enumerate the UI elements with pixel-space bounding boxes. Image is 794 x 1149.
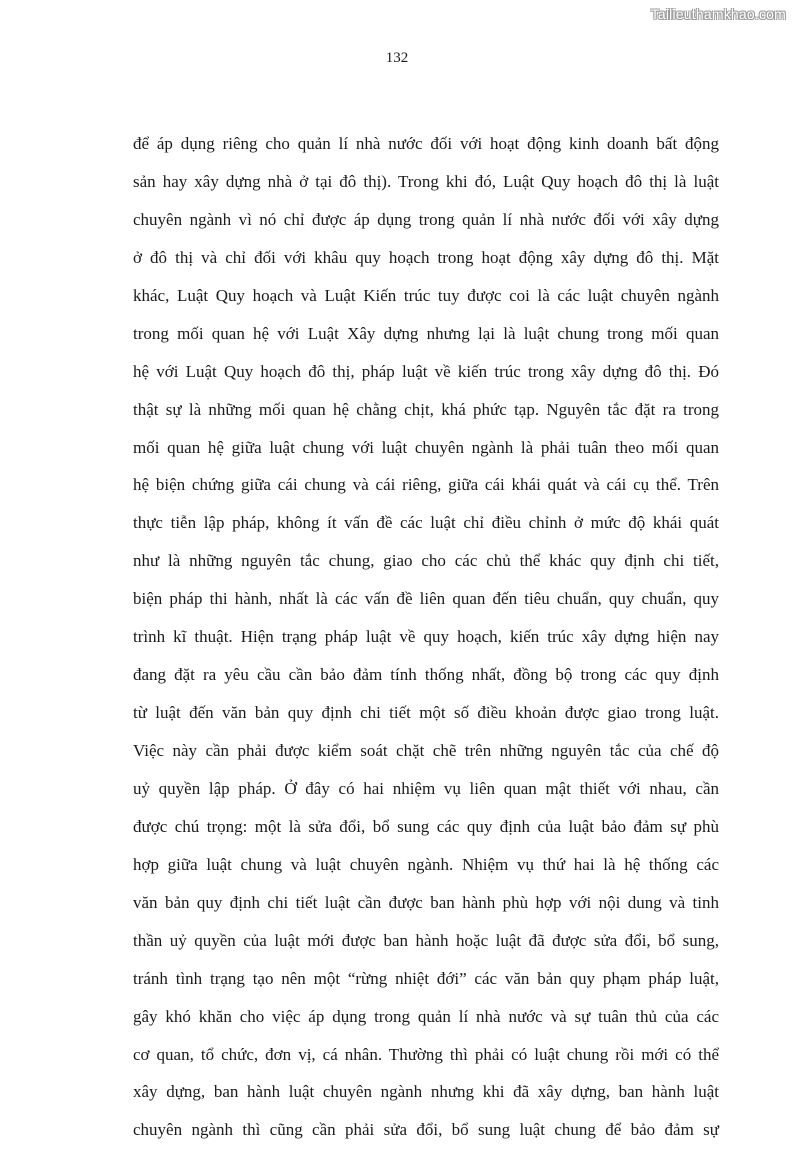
page-number: 132 (385, 50, 409, 66)
text-line: trình kĩ thuật. Hiện trạng pháp luật về quy hoạch, kiến trúc xây dựng hiện nay (133, 627, 719, 647)
text-line: để áp dụng riêng cho quản lí nhà nước đối với hoạt động kinh doanh bất động (133, 134, 719, 153)
text-line: như là những nguyên tắc chung, giao cho các chủ thể khác quy định chi tiết, (133, 551, 719, 571)
text-line: gây khó khăn cho việc áp dụng trong quản lí nhà nước và sự tuân thủ của các (133, 1006, 719, 1026)
text-line: văn bản quy định chi tiết luật cần được ban hành phù hợp với nội dung và tinh (133, 892, 719, 912)
text-line: thật sự là những mối quan hệ chằng chịt, khá phức tạp. Nguyên tắc đặt ra trong (133, 399, 719, 419)
text-line: chuyên ngành vì nó chỉ được áp dụng trong quản lí nhà nước đối với xây dựng (133, 209, 719, 229)
text-line: khác, Luật Quy hoạch và Luật Kiến trúc tuy được coi là các luật chuyên ngành (133, 285, 719, 305)
body-paragraph (133, 125, 719, 1149)
text-line: hệ với Luật Quy hoạch đô thị, pháp luật về kiến trúc trong xây dựng đô thị. Đó (133, 361, 719, 381)
text-line: từ luật đến văn bản quy định chi tiết một số điều khoản được giao trong luật. (133, 703, 719, 723)
text-line: Việc này cần phải được kiểm soát chặt chẽ trên những nguyên tắc của chế độ (133, 741, 719, 760)
text-line: được chú trọng: một là sửa đổi, bổ sung các quy định của luật bảo đảm sự phù (133, 816, 719, 836)
text-line: chuyên ngành thì cũng cần phải sửa đổi, bổ sung luật chung để bảo đảm sự (133, 1120, 719, 1140)
text-line: thực tiễn lập pháp, không ít vấn đề các luật chỉ điều chỉnh ở mức độ khái quát (133, 513, 719, 533)
text-line: uỷ quyền lập pháp. Ở đây có hai nhiệm vụ liên quan mật thiết với nhau, cần (133, 778, 719, 798)
text-line: cơ quan, tổ chức, đơn vị, cá nhân. Thường thì phải có luật chung rồi mới có thể (133, 1044, 719, 1064)
text-line: hợp giữa luật chung và luật chuyên ngành. Nhiệm vụ thứ hai là hệ thống các (133, 854, 719, 874)
text-line: thần uỷ quyền của luật mới được ban hành hoặc luật đã được sửa đổi, bổ sung, (133, 930, 719, 950)
text-line: ở đô thị và chỉ đối với khâu quy hoạch trong hoạt động xây dựng đô thị. Mặt (133, 247, 719, 267)
text-line: mối quan hệ giữa luật chung với luật chuyên ngành là phải tuân theo mối quan (133, 437, 719, 457)
text-line: biện pháp thi hành, nhất là các vấn đề liên quan đến tiêu chuẩn, quy chuẩn, quy (133, 589, 719, 609)
site-watermark: Tailieuthamkhao.com (650, 6, 786, 22)
text-line: đang đặt ra yêu cầu cần bảo đảm tính thống nhất, đồng bộ trong các quy định (133, 665, 719, 685)
text-line: tránh tình trạng tạo nên một “rừng nhiệt đới” các văn bản quy phạm pháp luật, (133, 968, 719, 988)
text-line: sản hay xây dựng nhà ở tại đô thị). Trong khi đó, Luật Quy hoạch đô thị là luật (133, 171, 719, 191)
text-line: hệ biện chứng giữa cái chung và cái riêng, giữa cái khái quát và cái cụ thể. Trên (133, 475, 719, 495)
text-line: xây dựng, ban hành luật chuyên ngành nhưng khi đã xây dựng, ban hành luật (133, 1082, 719, 1102)
text-line: trong mối quan hệ với Luật Xây dựng nhưng lại là luật chung trong mối quan (133, 323, 719, 343)
